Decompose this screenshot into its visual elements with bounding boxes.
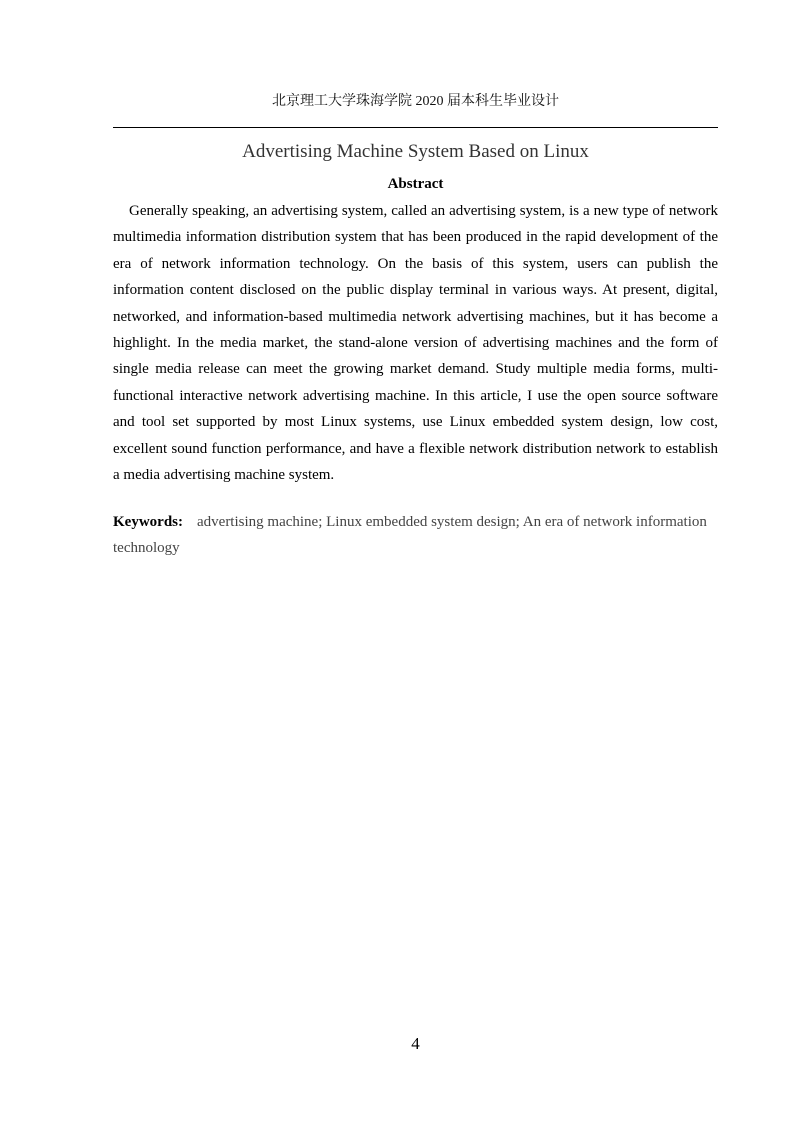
abstract-heading: Abstract <box>387 176 444 192</box>
keywords-paragraph <box>113 509 718 562</box>
page-number: 4 <box>411 1034 420 1053</box>
header-divider <box>113 127 718 128</box>
page-header: 北京理工大学珠海学院 2020 届本科生毕业设计 <box>272 94 559 109</box>
keywords-text: advertising machine; Linux embedded system design; An era of network information technology <box>113 514 707 557</box>
document-title: Advertising Machine System Based on Linux <box>242 141 589 162</box>
keywords-label: Keywords: <box>113 514 183 530</box>
abstract-body: Generally speaking, an advertising system, called an advertising system, is a new type of network multimedia information distribution system that has been produced in the rapid development of the era of network information technology. On the basis of this system, users can publish the information content disclosed on the public display terminal in various ways. At present, digital, networked, and information-based multimedia network advertising machines, but it has become a highlight. In the media market, the stand-alone version of advertising machines and the form of single media release can meet the growing market demand. Study multiple media forms, multi-functional interactive network advertising machine. In this article, I use the open source software and tool set supported by most Linux systems, use Linux embedded system design, low cost, excellent sound function performance, and have a flexible network distribution network to establish a media advertising machine system. <box>113 203 718 484</box>
